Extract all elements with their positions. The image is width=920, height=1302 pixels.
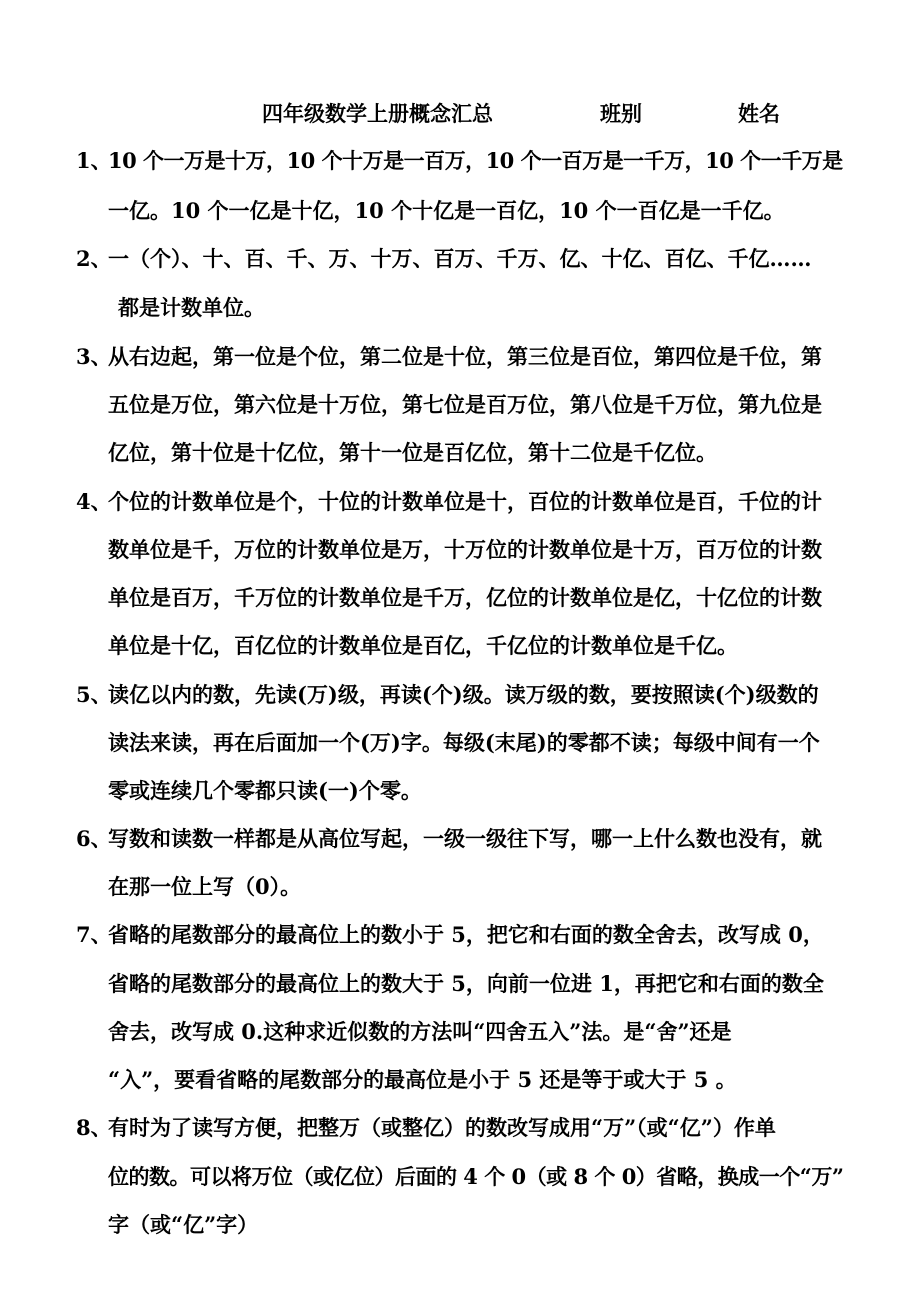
item-1-line-1: 10 个一万是十万，10 个十万是一百万，10 个一百万是一千万，10 个一千万是 — [108, 148, 843, 173]
item-number-5: 5、 — [76, 682, 112, 707]
item-3-line-3: 亿位，第十位是十亿位，第十一位是百亿位，第十二位是千亿位。 — [108, 440, 717, 465]
item-number-7: 7、 — [76, 922, 112, 947]
page-title: 四年级数学上册概念汇总 — [262, 101, 493, 126]
item-number-3: 3、 — [76, 344, 112, 369]
item-4-line-1: 个位的计数单位是个，十位的计数单位是十，百位的计数单位是百，千位的计 — [108, 489, 822, 514]
item-8-line-2: 位的数。可以将万位（或亿位）后面的 4 个 0（或 8 个 0）省略，换成一个“万” — [108, 1164, 844, 1189]
item-5-line-3: 零或连续几个零都只读(一)个零。 — [108, 778, 422, 803]
item-3-line-1: 从右边起，第一位是个位，第二位是十位，第三位是百位，第四位是千位，第 — [108, 344, 822, 369]
item-7-line-1: 省略的尾数部分的最高位上的数小于 5，把它和右面的数全舍去，改写成 0， — [108, 922, 824, 947]
item-8-line-1: 有时为了读写方便，把整万（或整亿）的数改写成用“万”（或“亿”）作单 — [108, 1115, 776, 1140]
item-4-line-4: 单位是十亿，百亿位的计数单位是百亿，千亿位的计数单位是千亿。 — [108, 633, 738, 658]
item-6-line-1: 写数和读数一样都是从高位写起，一级一级往下写，哪一上什么数也没有，就 — [108, 826, 822, 851]
item-7-line-2: 省略的尾数部分的最高位上的数大于 5，向前一位进 1，再把它和右面的数全 — [108, 971, 824, 996]
item-8-line-3: 字（或“亿”字） — [108, 1212, 259, 1237]
item-number-1: 1、 — [76, 148, 112, 173]
item-2-line-1: 一（个）、十、百、千、万、十万、百万、千万、亿、十亿、百亿、千亿…… — [108, 246, 812, 271]
name-label: 姓名 — [738, 101, 780, 126]
item-5-line-2: 读法来读，再在后面加一个(万)字。每级(末尾)的零都不读；每级中间有一个 — [108, 730, 820, 755]
item-2-line-2: 都是计数单位。 — [118, 295, 265, 320]
item-number-8: 8、 — [76, 1115, 112, 1140]
item-1-line-2: 一亿。10 个一亿是十亿，10 个十亿是一百亿，10 个一百亿是一千亿。 — [108, 198, 785, 223]
item-3-line-2: 五位是万位，第六位是十万位，第七位是百万位，第八位是千万位，第九位是 — [108, 392, 822, 417]
item-number-4: 4、 — [76, 489, 112, 514]
item-4-line-3: 单位是百万，千万位的计数单位是千万，亿位的计数单位是亿，十亿位的计数 — [108, 585, 822, 610]
item-number-2: 2、 — [76, 246, 112, 271]
item-number-6: 6、 — [76, 826, 112, 851]
class-label: 班别 — [600, 101, 642, 126]
item-5-line-1: 读亿以内的数，先读(万)级，再读(个)级。读万级的数，要按照读(个)级数的 — [108, 682, 819, 707]
item-7-line-4: “入”，要看省略的尾数部分的最高位是小于 5 还是等于或大于 5 。 — [108, 1067, 737, 1092]
item-4-line-2: 数单位是千，万位的计数单位是万，十万位的计数单位是十万，百万位的计数 — [108, 537, 822, 562]
item-7-line-3: 舍去，改写成 0.这种求近似数的方法叫“四舍五入”法。是“舍”还是 — [108, 1019, 732, 1044]
item-6-line-2: 在那一位上写（0）。 — [108, 874, 302, 899]
